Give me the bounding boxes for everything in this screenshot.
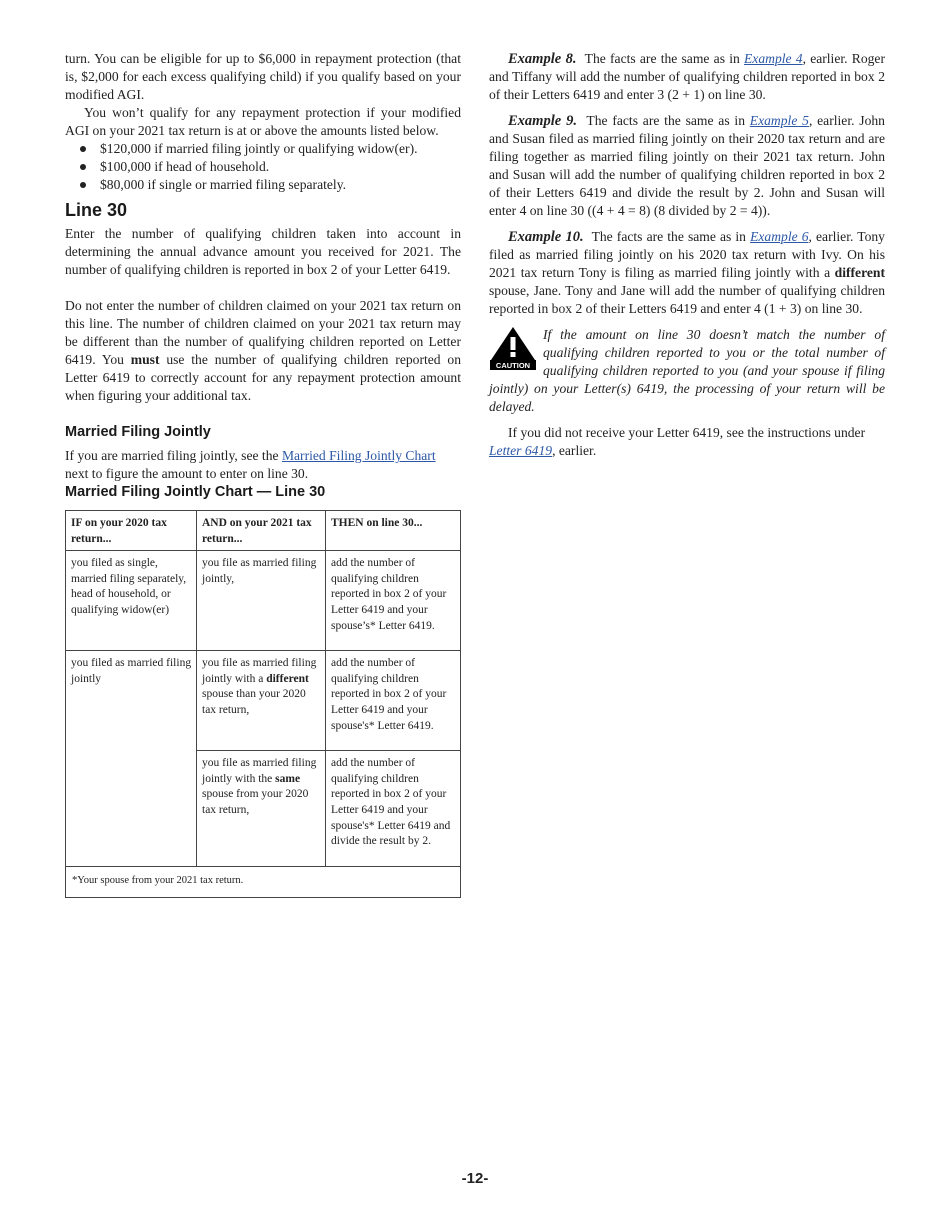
example-4-link[interactable]: Example 4 xyxy=(744,51,803,66)
example-5-link[interactable]: Example 5 xyxy=(749,113,809,128)
table-row xyxy=(66,651,461,751)
page-number: -12- xyxy=(461,1170,489,1187)
letter-6419-link[interactable]: Letter 6419 xyxy=(489,443,553,458)
row1-and: you file as married filing jointly, xyxy=(197,551,326,651)
mfj-chart-link[interactable]: Married Filing Jointly Chart xyxy=(281,448,436,463)
continued-paragraph: turn. You can be eligible for up to $6,000 in repayment protection (that is, $2,000 for each excess qualifying child) if you qualify based on your modified AGI. xyxy=(65,51,461,102)
header-if: IF on your 2020 tax return... xyxy=(66,511,197,551)
example-10-label: Example 10. xyxy=(508,229,584,245)
do-not-enter-paragraph: Do not enter the number of children claimed on your 2021 tax return on this line. The number of children claimed on your 2021 tax return may be different than the number of qualifying children reported on Letter 6419. You must use the number of qualifying children reported on Letter 6419 to correctly account for any repayment protection amount when figuring your additional tax. xyxy=(65,298,461,403)
table-row xyxy=(66,551,461,651)
example-8-paragraph: Example 8. The facts are the same as in Example 4, earlier. Roger and Tiffany will add the number of qualifying children reported in box 2 of their Letters 6419 and enter 3 (2 + 1) on line 30. xyxy=(489,51,885,102)
row2-then: add the number of qualifying children reported in box 2 of your Letter 6419 and your spouse's* Letter 6419. xyxy=(326,651,461,751)
row3-and: you file as married filing jointly with the same spouse from your 2020 tax return, xyxy=(197,751,326,867)
example-10-paragraph: Example 10. The facts are the same as in Example 6, earlier. Tony filed as married filing jointly on his 2020 tax return with Ivy. On his 2021 tax return Tony is filing as married filing jointly with a different spouse, Jane. Tony and Jane will add the number of qualifying children reported in box 2 of their Letters 6419 and enter 4 (1 + 3) on line 30. xyxy=(489,229,885,316)
caution-text: If the amount on line 30 doesn’t match the number of qualifying children reported to you or the total number of qualifying children reported to you (and your spouse if filing jointly) on your Letter(s) 6419, the processing of your return will be delayed. xyxy=(489,327,885,414)
did-not-receive-paragraph: If you did not receive your Letter 6419, see the instructions under Letter 6419, earlier. xyxy=(489,425,866,458)
header-then: THEN on line 30... xyxy=(326,511,461,551)
mfj-chart-table xyxy=(65,510,461,898)
married-filing-jointly-heading: Married Filing Jointly xyxy=(65,424,211,440)
table-header-row xyxy=(66,511,461,551)
caution-label: CAUTION xyxy=(495,361,531,370)
list-item: $120,000 if married filing jointly or qualifying widow(er). xyxy=(100,140,461,158)
list-item: $80,000 if single or married filing separately. xyxy=(100,176,461,194)
example-9-paragraph: Example 9. The facts are the same as in Example 5, earlier. John and Susan filed as married filing jointly on their 2020 tax return and are filing together as married filing jointly on their 2021 tax return. John and Susan will add the number of qualifying children reported in box 2 of their Letters 6419 and divide the result by 2. John and Susan will enter 4 on line 30 ((4 + 4 = 8) (8 divided by 2 = 4)). xyxy=(489,113,885,218)
list-item: $100,000 if head of household. xyxy=(100,158,461,176)
row3-then: add the number of qualifying children reported in box 2 of your Letter 6419 and your spouse's* Letter 6419 and divide the result by 2. xyxy=(326,751,461,867)
caution-icon xyxy=(489,326,537,370)
table-footnote-row xyxy=(66,867,461,898)
row1-if: you filed as single, married filing separately, head of household, or qualifying widow(er) xyxy=(66,551,197,651)
mfj-paragraph: If you are married filing jointly, see the Married Filing Jointly Chart next to figure the amount to enter on line 30. xyxy=(65,448,436,481)
example-9-label: Example 9. xyxy=(508,113,578,129)
table-footnote: *Your spouse from your 2021 tax return. xyxy=(66,867,461,898)
example-6-link[interactable]: Example 6 xyxy=(750,229,809,244)
no-protection-paragraph: You won’t qualify for any repayment protection if your modified AGI on your 2021 tax return is at or above the amounts listed below. xyxy=(65,105,461,138)
example-8-label: Example 8. xyxy=(508,51,577,67)
left-column xyxy=(65,50,461,898)
header-and: AND on your 2021 tax return... xyxy=(197,511,326,551)
caution-note xyxy=(489,326,885,416)
enter-number-paragraph: Enter the number of qualifying children taken into account in determining the annual advance amount you received for 2021. The number of qualifying children is reported in box 2 of your Letter 6419. xyxy=(65,226,461,277)
chart-title: Married Filing Jointly Chart — Line 30 xyxy=(65,484,326,500)
right-column xyxy=(489,50,885,460)
agi-threshold-list xyxy=(65,140,461,194)
row1-then: add the number of qualifying children reported in box 2 of your Letter 6419 and your spouse’s* Letter 6419. xyxy=(326,551,461,651)
line-30-heading: Line 30 xyxy=(65,200,128,220)
row2-and: you file as married filing jointly with a different spouse than your 2020 tax return, xyxy=(197,651,326,751)
row2-if: you filed as married filing jointly xyxy=(66,651,197,867)
